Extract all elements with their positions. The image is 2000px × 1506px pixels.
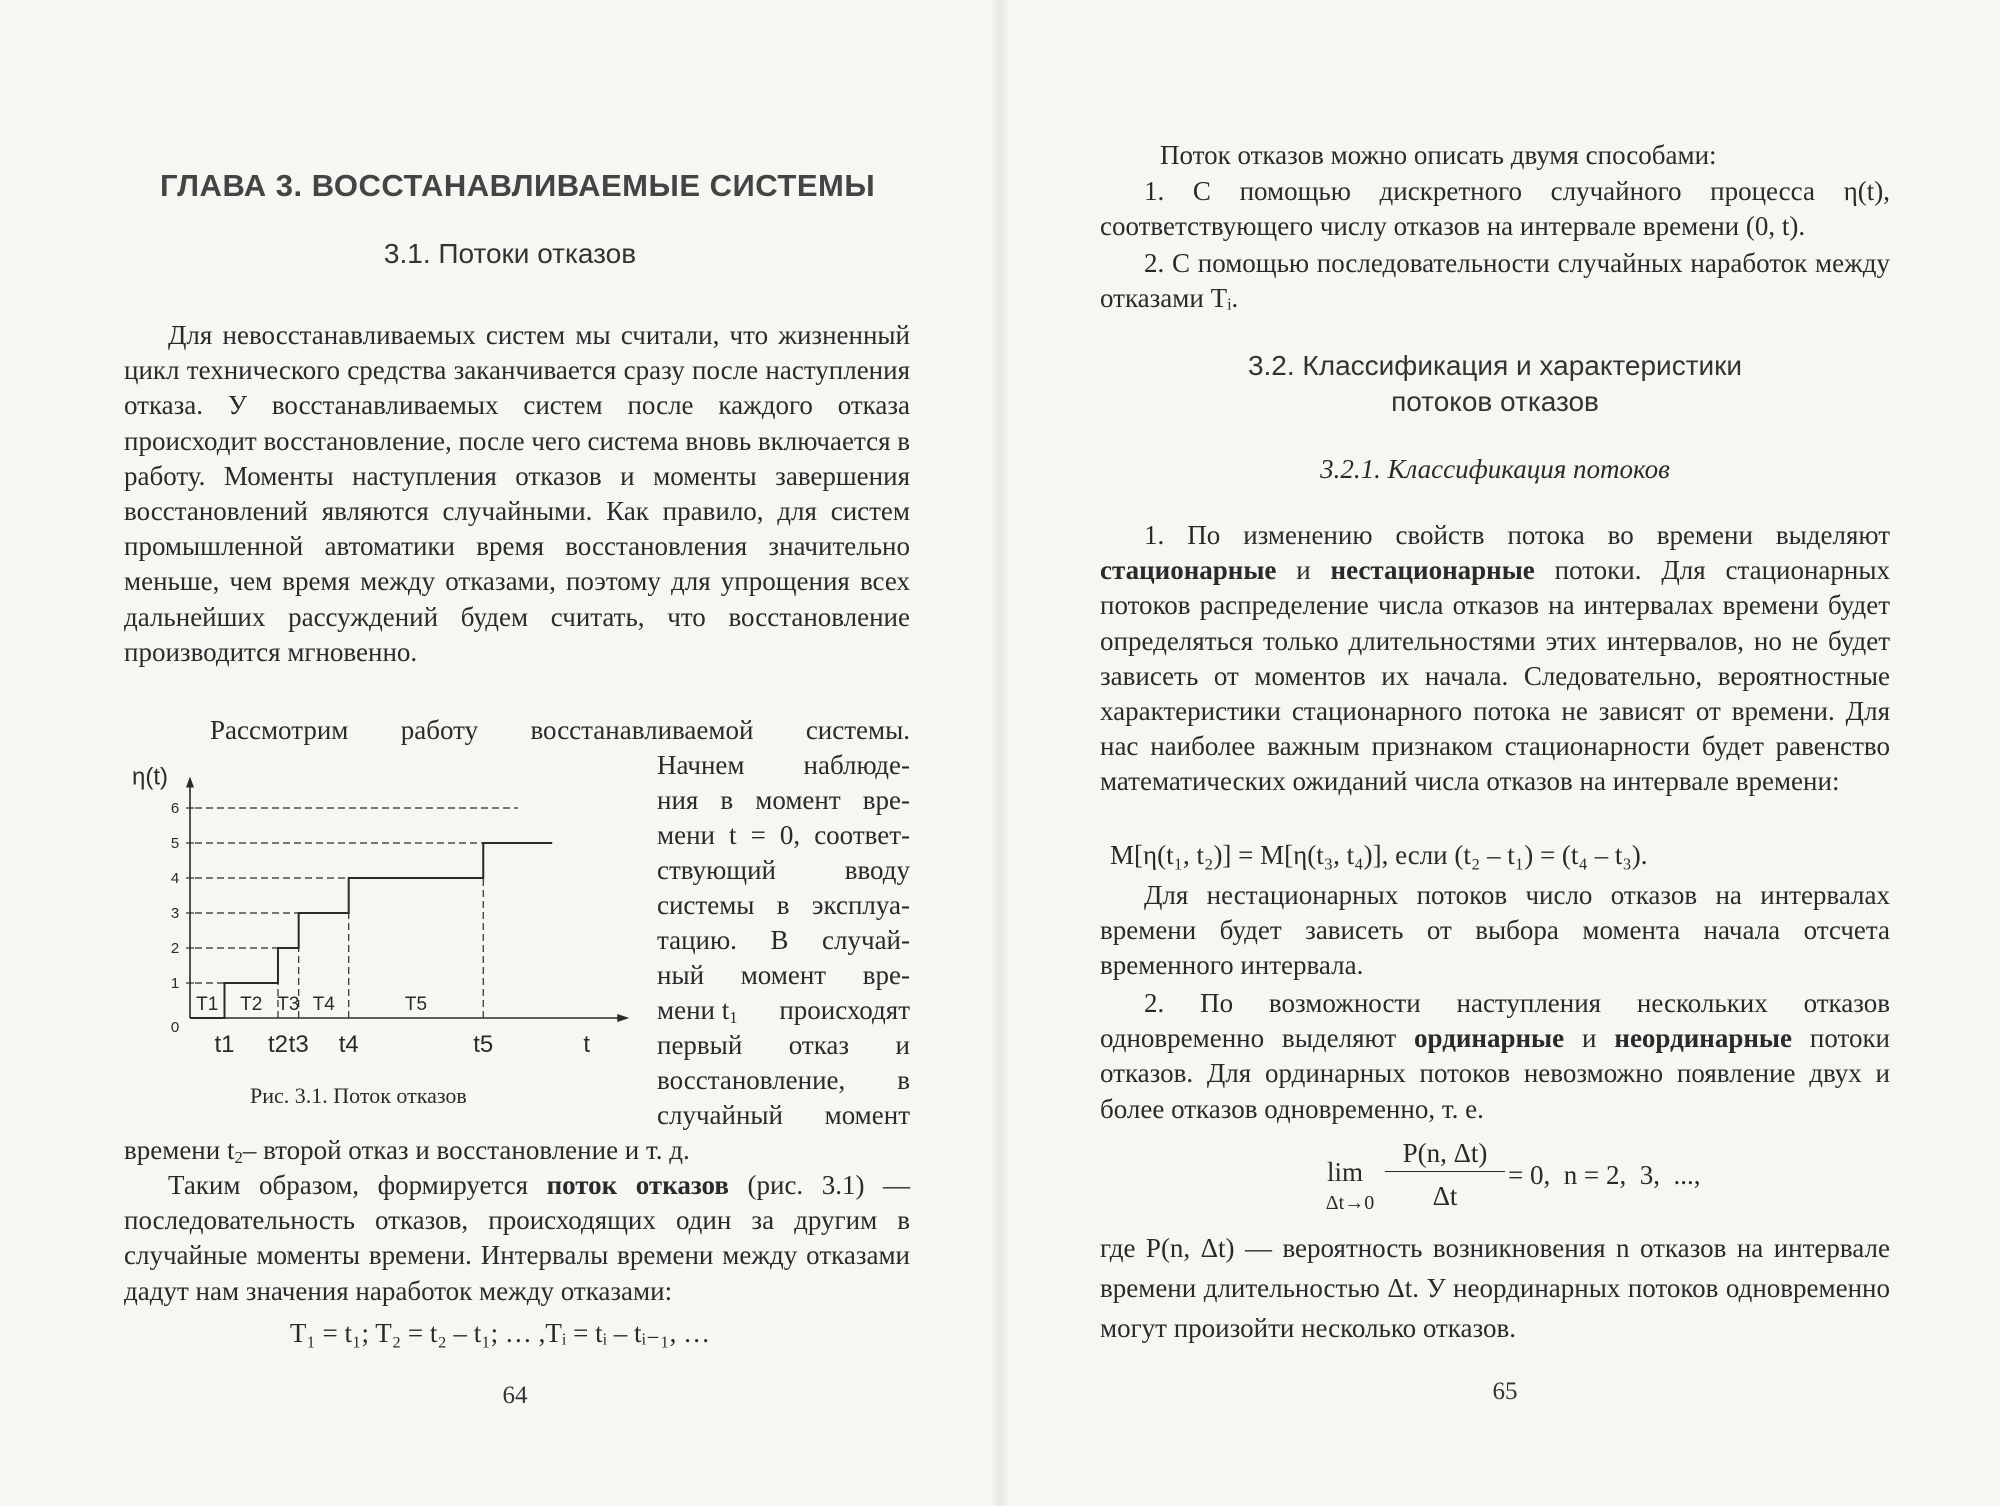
paragraph-stationary <box>1100 518 1890 800</box>
term-nonordinary: неординарные <box>1614 1023 1792 1054</box>
fraction-numerator: P(n, Δt) <box>1385 1138 1505 1172</box>
section-title-3-2 <box>1100 348 1890 420</box>
y-tick-label: 2 <box>170 940 180 957</box>
paragraph2-line12: случайный момент <box>657 1100 910 1130</box>
paragraph2-line11: восстановление, в <box>657 1065 910 1095</box>
formula-intervals: T₁ = t₁; T₂ = t₂ – t₁; … ,Tᵢ = tᵢ – tᵢ₋₁, … <box>289 1318 711 1348</box>
interval-label: T5 <box>404 994 428 1015</box>
section-title-3-1: 3.1. Потоки отказов <box>383 238 637 269</box>
paragraph-ordinary <box>1100 986 1890 1127</box>
section-title-line: потоков отказов <box>1391 386 1599 417</box>
y-tick-label: 6 <box>170 800 180 817</box>
term-nonstationary: нестационарные <box>1330 555 1535 586</box>
term-failure-flow: поток отказов <box>546 1170 729 1200</box>
page-number-right: 65 <box>1492 1378 1518 1405</box>
paragraph2-line3: ния в момент вре- <box>657 785 910 815</box>
page-number-left: 64 <box>502 1382 528 1409</box>
subsection-title-3-2-1: 3.2.1. Классификация потоков <box>1320 454 1670 484</box>
step-line-eta <box>190 843 552 1018</box>
paragraph2-line1: Рассмотрим работу восстанавливаемой системы. <box>210 715 910 745</box>
x-tick-label: t5 <box>473 1031 494 1058</box>
text-fragment: мени t <box>657 995 730 1025</box>
text-fragment: происходят <box>779 995 910 1025</box>
paragraph-nonstationary: Для нестационарных потоков число отказов на интервалах времени будет зависеть от выбора момента начала отсчета временного интервала. <box>1100 880 1890 981</box>
interval-label: T4 <box>312 994 335 1015</box>
x-tick-label: t1 <box>214 1031 235 1058</box>
figure-caption: Рис. 3.1. Поток отказов <box>250 1083 467 1108</box>
text-fragment: (рис. 3.1) — последовательность отказов, происходящих один за другим в случайные моменты времени. Интервалы времени между отказами дадут нам значения наработок между отказами: <box>124 1170 911 1306</box>
subscript: 1 <box>729 1008 738 1028</box>
x-tick-label: t4 <box>338 1031 359 1058</box>
formula-stationarity: M[η(t₁, t₂)] = M[η(t₃, t₄)], если (t₂ – t₁) = (t₄ – t₃). <box>1110 840 1648 870</box>
text-fragment: потоки отказов. Для ординарных потоков невозможно появление двух и более отказов одновременно, т. е. <box>1100 1023 1891 1124</box>
text-fragment: и <box>1564 1023 1615 1054</box>
lim-subscript: Δt→0 <box>1325 1192 1375 1214</box>
paragraph2-line5: ствующий вводу <box>657 855 910 885</box>
text-fragment: 2. По возможности наступления нескольких отказов одновременно выделяют <box>1100 988 1890 1054</box>
y-tick-label: 4 <box>170 870 180 887</box>
interval-label: T1 <box>196 994 219 1015</box>
text-fragment: – второй отказ и восстановление и т. д. <box>242 1135 690 1165</box>
y-tick-label: 3 <box>170 905 180 922</box>
text-fragment: и <box>1276 555 1331 586</box>
paragraph2-line10: первый отказ и <box>657 1030 910 1060</box>
text-fragment: времени t <box>124 1135 235 1165</box>
y-tick-label: 0 <box>170 1019 180 1036</box>
subscript: 2 <box>234 1148 243 1168</box>
paragraph-flow-definition <box>124 1168 910 1309</box>
paragraph2-line7: тацию. В случай- <box>657 925 910 955</box>
y-axis-label: η(t) <box>132 763 168 791</box>
interval-label: T3 <box>277 994 300 1015</box>
x-tick-label: t3 <box>288 1031 309 1058</box>
chapter-title: ГЛАВА 3. ВОССТАНАВЛИВАЕМЫЕ СИСТЕМЫ <box>160 168 876 203</box>
method-item-2: 2. С помощью последовательности случайных наработок между отказами Tᵢ. <box>1100 248 1890 314</box>
paragraph-intro: Для невосстанавливаемых систем мы считали, что жизненный цикл технического средства заканчивается сразу после наступления отказа. У восстанавливаемых систем после каждого отказа происходит восстановление, после чего система вновь включается в работу. Моменты наступления отказов и моменты завершения восстановлений являются случайными. Как правило, для систем промышленной автоматики время восстановления значительно меньше, чем время между отказами, поэтому для упрощения всех дальнейших рассуждений будем считать, что восстановление производится мгновенно. <box>124 320 910 667</box>
y-tick-label: 1 <box>170 975 180 992</box>
interval-label: T2 <box>240 994 263 1015</box>
x-tick-label: t <box>583 1031 591 1058</box>
x-tick-label: t2 <box>267 1031 288 1058</box>
fraction-denominator: Δt <box>1432 1181 1458 1211</box>
flow-description-intro: Поток отказов можно описать двумя способами: <box>1160 140 1717 170</box>
x-axis-arrow <box>617 1014 629 1022</box>
text-fragment: потоки. Для стационарных потоков распределение числа отказов на интервалах времени будет определяться только длительностями этих интервалов, но не будет зависеть от моментов их начала. Следовательно, вероятностные характеристики стационарного потока не зависят от времени. Для нас наиболее важным признаком стационарности будет равенство математических ожиданий числа отказов на интервале времени: <box>1100 555 1891 797</box>
limit-result: = 0, n = 2, 3, ..., <box>1508 1160 1701 1190</box>
method-item-1: 1. С помощью дискретного случайного процесса η(t), соответствующего числу отказов на интервале времени (0, t). <box>1100 176 1890 242</box>
paragraph2-line4: мени t = 0, соответ- <box>657 820 910 850</box>
paragraph2-line2: Начнем наблюде- <box>657 750 910 780</box>
text-fragment: Таким образом, формируется <box>168 1170 547 1200</box>
y-tick-label: 5 <box>170 835 180 852</box>
text-fragment: 1. По изменению свойств потока во времени выделяют <box>1144 520 1890 550</box>
lim-label: lim <box>1326 1157 1363 1187</box>
section-title-line: 3.2. Классификация и характеристики <box>1247 350 1743 381</box>
term-ordinary: ординарные <box>1414 1023 1565 1054</box>
paragraph-probability: где P(n, Δt) — вероятность возникновения n отказов на интервале времени длительностью Δt. У неординарных потоков одновременно могут произойти несколько отказов. <box>1100 1233 1890 1343</box>
y-axis-arrow <box>186 777 194 788</box>
paragraph2-line8: ный момент вре- <box>657 960 910 990</box>
paragraph2-line6: системы в эксплуа- <box>657 890 910 920</box>
term-stationary: стационарные <box>1100 555 1277 586</box>
figure-failure-flow <box>130 760 640 1070</box>
